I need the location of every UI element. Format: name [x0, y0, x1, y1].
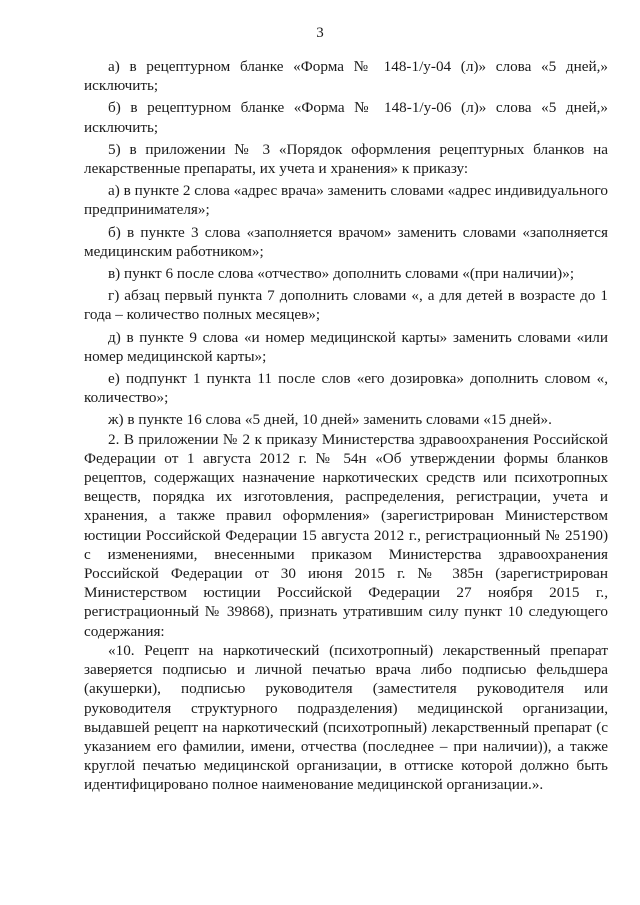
- paragraph-e-item-11: е) подпункт 1 пункта 11 после слов «его дозировка» дополнить словом «, количество»;: [84, 370, 608, 407]
- paragraph-a-148-1-u-04: а) в рецептурном бланке «Форма № 148-1/у-04 (л)» слова «5 дней,» исключить;: [84, 58, 608, 95]
- paragraph-item-10-quote: «10. Рецепт на наркотический (психотропный) лекарственный препарат заверяется подписью и личной печатью врача либо подписью фельдшера (акушерки), подписью руководителя (заместителя руководителя или руководителя структурного подразделения) медицинской организации, выдавшей рецепт на наркотический (психотропный) лекарственный препарат (с указанием его фамилии, имени, отчества (последнее – при наличии)), а также круглой печатью медицинской организации, в оттиске которой должно быть идентифицировано полное наименование медицинской организации.».: [84, 641, 608, 794]
- paragraph-zh-item-16: ж) в пункте 16 слова «5 дней, 10 дней» заменить словами «15 дней».: [108, 411, 552, 429]
- paragraph-b-item-3: б) в пункте 3 слова «заполняется врачом» заменить словами «заполняется медицинским работником»;: [84, 223, 608, 260]
- page-number: 3: [316, 25, 324, 41]
- paragraph-d-item-9: д) в пункте 9 слова «и номер медицинской карты» заменить словами «или номер медицинской карты»;: [84, 328, 608, 365]
- paragraph-a-item-2: а) в пункте 2 слова «адрес врача» заменить словами «адрес индивидуального предпринимателя»;: [84, 182, 608, 219]
- document-body: [84, 57, 608, 795]
- paragraph-g-item-7: г) абзац первый пункта 7 дополнить словами «, а для детей в возрасте до 1 года – количество полных месяцев»;: [84, 287, 608, 324]
- paragraph-v-item-6: в) пункт 6 после слова «отчество» дополнить словами «(при наличии)»;: [108, 265, 575, 283]
- paragraph-2-appendix-2: 2. В приложении № 2 к приказу Министерства здравоохранения Российской Федерации от 1 августа 2012 г. № 54н «Об утверждении формы бланков рецептов, содержащих назначение наркотических средств или психотропных веществ, порядка их изготовления, распределения, регистрации, учета и хранения, а также правил оформления» (зарегистрирован Министерством юстиции Российской Федерации 15 августа 2012 г., регистрационный № 25190) с изменениями, внесенными приказом Министерства здравоохранения Российской Федерации от 30 июня 2015 г. № 385н (зарегистрирован Министерством юстиции Российской Федерации 27 ноября 2015 г., регистрационный № 39868), признать утратившим силу пункт 10 следующего содержания:: [84, 430, 608, 640]
- paragraph-5-appendix-3: 5) в приложении № 3 «Порядок оформления рецептурных бланков на лекарственные препараты, их учета и хранения» к приказу:: [84, 140, 608, 178]
- paragraph-b-148-1-u-06: б) в рецептурном бланке «Форма № 148-1/у-06 (л)» слова «5 дней,» исключить;: [84, 99, 608, 136]
